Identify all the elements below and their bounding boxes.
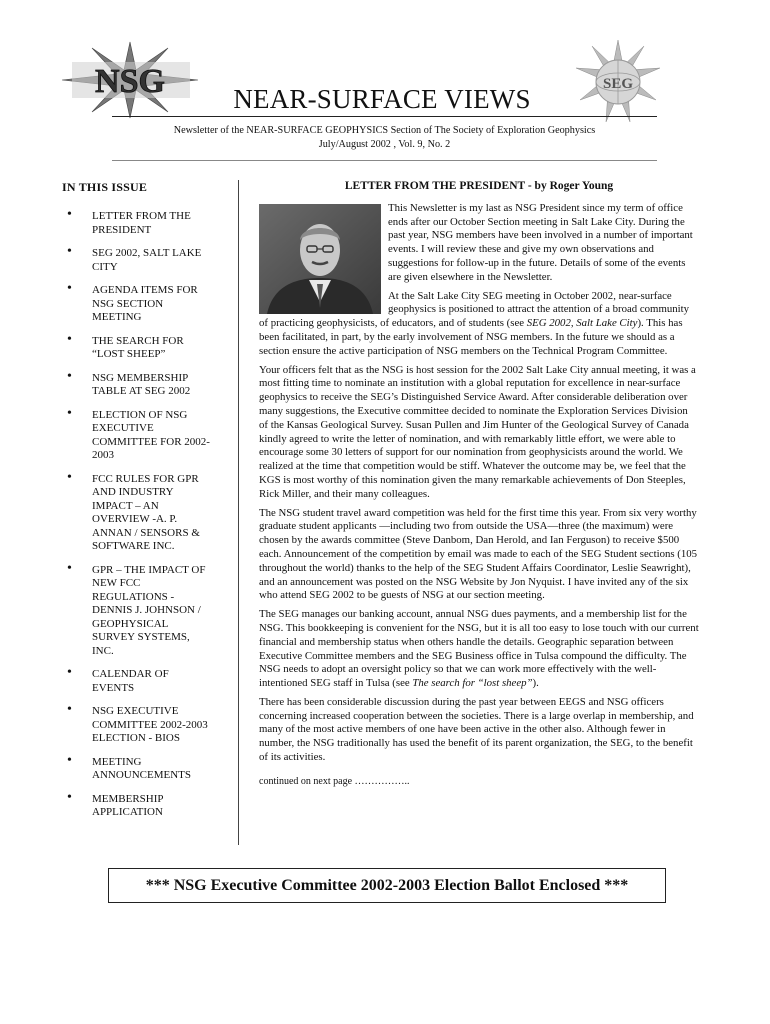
bullet-icon: • (67, 244, 72, 259)
letter-paragraph: There has been considerable discussion during the past year between EEGS and NSG officers concerning increased cooperation between the societies. There is a large overlap in membership, and many of the most active members of one have been active in the other also. Although fewer in number, the NSG traditionally has used the benefit of its parent organization, the SEG, to the benefit of its activities. (259, 695, 694, 764)
logo-text: NSG (95, 63, 165, 100)
title-rule (112, 116, 657, 117)
bullet-icon: • (67, 207, 72, 222)
letter-paragraph (259, 608, 699, 691)
contents-item (62, 281, 234, 325)
contents-item (62, 207, 234, 237)
contents-item (62, 752, 234, 783)
header-divider (112, 160, 657, 161)
bullet-icon: • (67, 665, 72, 680)
contents-item (62, 405, 234, 463)
in-this-issue-sidebar (62, 180, 234, 830)
contents-list (62, 207, 234, 820)
cross-reference: The search for “lost sheep” (412, 677, 533, 690)
seg-logo (572, 38, 664, 126)
bullet-icon: • (67, 331, 72, 347)
contents-item (62, 560, 234, 659)
contents-item (62, 665, 234, 695)
ballot-notice-box: *** NSG Executive Committee 2002-2003 Election Ballot Enclosed *** (108, 868, 666, 903)
bullet-icon: • (67, 368, 72, 384)
paragraph-text: At the Salt Lake City SEG meeting in October 2002, near-surface geophysics is positioned to attract the attention of a broad community of practicing geophysicists, of educators, and of students (see (259, 289, 690, 330)
logo-text: SEG (602, 76, 634, 92)
contents-item-label: NSG EXECUTIVE COMMITTEE 2002-2003 ELECTION - BIOS (92, 705, 208, 744)
newsletter-subtitle (112, 124, 657, 152)
bullet-icon: • (67, 560, 72, 576)
contents-item-label: CALENDAR OF EVENTS (92, 668, 169, 694)
contents-item (62, 789, 234, 820)
bullet-icon: • (67, 469, 72, 485)
bullet-icon: • (67, 405, 72, 421)
paragraph-text: ). (532, 677, 539, 690)
contents-item-label: THE SEARCH FOR “LOST SHEEP” (92, 334, 184, 360)
letter-paragraph: The NSG student travel award competition was held for the first time this year. From six very worthy graduate student applicants —including two from outside the USA—three (the maximum) were chosen by the awards committee (Steve Danbom, Dan Herold, and Ian Ferguson) to receive $500 each. Announcement of the competition by email was made to each of the SEG Student sections (105 throughout the world) thanks to the help of the SEG Student Affairs Coordinator, Leslie Seawright), and an announcement was posted on the NSG Website by Jon Nyquist. I have invited any of the six who attend SEG 2002 to be guests of NSG at our section meeting. (259, 506, 698, 602)
issue-date-line: July/August 2002 , Vol. 9, No. 2 (318, 139, 451, 150)
contents-item-label: LETTER FROM THE PRESIDENT (92, 210, 191, 236)
contents-item-label: ELECTION OF NSG EXECUTIVE COMMITTEE FOR 2002- 2003 (92, 408, 210, 461)
paragraph-text: ). This has been facilitated, in part, by the early involvement of NSG members. In the future we should as a section ensure the active participation of NSG members on the Technical Program Committee. (259, 317, 683, 357)
president-letter (259, 180, 699, 789)
contents-item (62, 331, 234, 362)
bullet-icon: • (67, 752, 72, 768)
contents-item-label: FCC RULES FOR GPR AND INDUSTRY IMPACT – AN OVERVIEW -A. P. ANNAN / SENSORS & SOFTWARE INC. (92, 472, 200, 552)
sidebar-heading: IN THIS ISSUE (62, 180, 148, 194)
contents-item (62, 469, 234, 554)
contents-item (62, 244, 234, 274)
subtitle-line: Newsletter of the NEAR-SURFACE GEOPHYSICS Section of The Society of Exploration Geophysics (173, 125, 596, 136)
letter-paragraph: This Newsletter is my last as NSG President since my term of office ends after our October Section meeting in Salt Lake City. During the past year, NSG members have been involved in a number of important events. I will review these and give my own observations and suggestions for follow-up in the future. Details of some of the events are given elsewhere in the Newsletter. (388, 201, 693, 283)
bullet-icon: • (67, 702, 72, 717)
nsg-logo (58, 40, 203, 120)
column-divider (238, 180, 239, 845)
newsletter-title: NEAR-SURFACE VIEWS (233, 84, 531, 114)
paragraph-text: The SEG manages our banking account, annual NSG dues payments, and a membership list for the NSG. This bookkeeping is convenient for the NSG, but it is all too easy to lose touch with our current financial and membership status when others handle the details. Geographic separation between Executive Committee members and the SEG Business office in Tulsa compound the difficulty. The NSG needs to adopt an oversight policy so that we can work more effectively with the well-intentioned SEG staff in Tulsa (see (259, 608, 699, 690)
letter-heading: LETTER FROM THE PRESIDENT - by Roger Young (344, 180, 614, 192)
contents-item-label: SEG 2002, SALT LAKE CITY (92, 247, 202, 273)
contents-item-label: MEETING ANNOUNCEMENTS (92, 755, 191, 781)
letter-paragraph: Your officers felt that as the NSG is host session for the 2002 Salt Lake City annual meeting, it was a most fitting time to nominate an institution with a global reputation for excellence in near-surface geophysics to receive the SEG’s Distinguished Service Award. After considerable deliberation over many suggestions, the Executive committee decided to nominate the Exploration Services Division of the Kansas Geological Survey. Susan Pullen and Jim Hunter of the Geological Survey of Canada kindly agreed to write the letter of nomination, and with remarkably little effort, we were able to encourage some 30 letters of support for our nomination from geophysicists around the world. We realized at the time that competition would be stiff. Whatever the outcome may be, we feel that the KGS is most worthy of this nomination given the many remarkable achievements of Don Steeples, Rick Miller, and their many colleagues. (259, 363, 696, 500)
contents-item (62, 368, 234, 399)
contents-item-label: AGENDA ITEMS FOR NSG SECTION MEETING (92, 284, 198, 323)
contents-item-label: MEMBERSHIP APPLICATION (92, 792, 164, 818)
bullet-icon: • (67, 789, 72, 805)
portrait-photo-icon (259, 204, 381, 314)
contents-item-label: NSG MEMBERSHIP TABLE AT SEG 2002 (92, 371, 191, 397)
contents-item-label: GPR – THE IMPACT OF NEW FCC REGULATIONS - DENNIS J. JOHNSON / GEOPHYSICAL SURVEY SYSTEMS, INC. (92, 563, 206, 657)
cross-reference: SEG 2002, Salt Lake City (526, 317, 638, 330)
contents-item (62, 702, 234, 746)
continued-note: continued on next page …………….. (259, 775, 410, 787)
bullet-icon: • (67, 281, 72, 296)
